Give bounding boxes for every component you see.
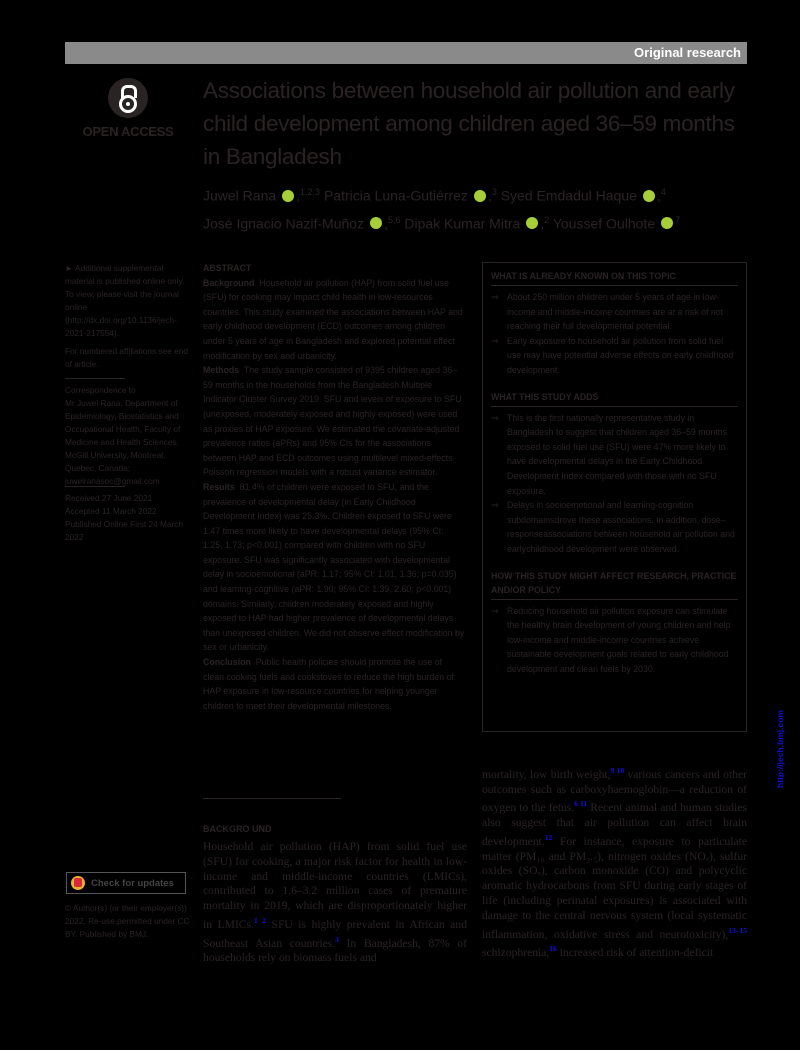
key-message-item: ⇒ This is the first nationally representative study in Bangladesh to suggest that children aged 36–59 months exposed to solid fuel use (SFU) were 47% more likely to have developmental delays in the Early Childhood Development Index compared with those with no SFU exposure. bbox=[491, 412, 728, 496]
abstract-methods: Methods The study sample consisted of 9395 children aged 36–59 months in the households from the Bangladesh Multiple Indicator Cluster Survey 2019. SFU and levels of exposure to SFU (unexposed, moderately exposed and highly exposed) were used as proxies of HAP exposure. We estimated the covariate-adjusted prevalence ratios (aPRs) and 95% CIs for the associations between HAP and ECD outcomes using multilevel mixed-effects Poisson regression models with a robust variance estimator. bbox=[203, 365, 462, 478]
key-messages-heading: WHAT IS ALREADY KNOWN ON THIS TOPIC bbox=[491, 267, 738, 286]
affiliations-note: For numbered affiliations see end of article. bbox=[65, 346, 188, 369]
received-date: Received 27 June 2021 bbox=[65, 493, 153, 503]
orcid-icon[interactable] bbox=[526, 217, 538, 229]
author-name[interactable]: Youssef Oulhote bbox=[552, 215, 656, 232]
orcid-icon[interactable] bbox=[370, 217, 382, 229]
reference-link[interactable]: 6 11 bbox=[574, 799, 588, 809]
sidebar-divider bbox=[65, 486, 125, 487]
key-message-item: ⇒ About 250 million children under 5 years of age in low-income and middle-income countries are at a risk of not reaching their full developmental potential. bbox=[491, 292, 724, 332]
key-message-item: ⇒ Reducing household air pollution exposure can stimulate the healthy brain development of young children and help low-income and middle-income countries achieve sustainable development goals related to early childhood development and clean fuels by 2030. bbox=[491, 605, 731, 674]
key-message-item: ⇒ Delays in socioemotional and learning-cognition subdomainsdrove these associations. In addition, dose–responseassociations between household air pollution and earlychildhood development were observed. bbox=[491, 500, 735, 554]
check-updates-label: Check for updates bbox=[91, 877, 174, 889]
author-affiliation: 7 bbox=[675, 214, 681, 225]
key-messages-box bbox=[482, 262, 747, 732]
author-affiliation: 2 bbox=[544, 214, 550, 225]
abstract-results: Results 81.4% of children were exposed to SFU, and the prevalence of developmental delay (in Early Childhood Development Index) was 25.3%. Children exposed to SFU were 1.47 times more likely to have developmental delays (95% CI: 1.25, 1.73; p<0.001) compared with children with no SFU exposure. SFU was significantly associated with developmental delay in socioemotional (aPR: 1.17; 95% CI: 1.01, 1.36; p=0.035) and learning-cognitive (aPR: 1.90; 95% CI: 1.39, 2.60; p<0.001) domains. Similarly, children moderately exposed and highly exposed to HAP had higher prevalence of developmental delays than unexposed children. We did not observe effect modification by sex or urbanicity. bbox=[203, 481, 465, 653]
dates-block bbox=[65, 492, 190, 544]
correspondence-block bbox=[65, 384, 190, 488]
body-text-right: mortality, low birth weight,$^{9 10}$ various cancers and other outcomes such as carboxyhaemoglobin—a reduction of oxygen to the fetus.$^{6 11}$ Recent animal and human studies also suggest that air pollution can affect brain development.$^{12}$ For instance, exposure to particulate matter (PM₁₀ and PM₂.₅), nitrogen oxides (NOₓ), sulfur oxides (SOₓ), carbon monoxide (CO) and polycyclic aromatic hydrocarbons from SFU during early stages of life (including perinatal exposures) is associated with damage to the central nervous system (local systematic inflammation, oxidative stress and neurotoxicity),$^{13-15}$ schizophrenia,$^{16}$ increased risk of attention-deficit bbox=[482, 766, 747, 960]
abstract-heading: ABSTRACT bbox=[203, 263, 252, 273]
orcid-icon[interactable] bbox=[661, 217, 673, 229]
author-name[interactable]: Juwel Rana bbox=[203, 187, 277, 204]
sidebar-divider bbox=[65, 378, 125, 379]
published-date: Published Online First 24 March 2022 bbox=[65, 519, 184, 542]
abstract-conclusion: Conclusion Public health policies should promote the use of clean cooking fuels and cookstoves to reduce the high burden of HAP exposure in low-resource countries for helping younger children to meet their developmental milestones. bbox=[203, 657, 454, 711]
correspondence-text: Mr Juwel Rana, Department of Epidemiology, Biostatistics and Occupational Health, Faculty of Medicine and Health Sciences, McGill University, Montreal, Quebec, Canada; juwelranasoc@gmail.com bbox=[65, 398, 181, 486]
open-access-label: OPEN ACCESS bbox=[82, 124, 174, 139]
arrow-icon: ⇒ bbox=[491, 335, 499, 346]
open-access-lock-icon bbox=[108, 78, 148, 118]
abstract bbox=[203, 261, 465, 713]
reference-link[interactable]: 13–15 bbox=[728, 925, 747, 935]
accepted-date: Accepted 11 March 2022 bbox=[65, 506, 157, 516]
section-label: Original research bbox=[634, 45, 741, 60]
abstract-background: Background Household air pollution (HAP) from solid fuel use (SFU) for cooking may impact child health in low-resources countries. This study examined the associations between HAP and early childhood development (ECD) outcomes among children under 5 years of age in Bangladesh and explored potential effect modification by sex and urbanicity. bbox=[203, 277, 463, 361]
arrow-icon: ⇒ bbox=[491, 500, 499, 511]
key-messages-heading: WHAT THIS STUDY ADDS bbox=[491, 388, 738, 407]
abstract-divider bbox=[203, 798, 341, 799]
arrow-icon: ⇒ bbox=[491, 605, 499, 616]
crossmark-icon bbox=[71, 876, 85, 890]
article-title: Associations between household air pollution and early child development among children aged 36–59 months in Bangladesh bbox=[203, 78, 735, 169]
arrow-icon: ⇒ bbox=[491, 292, 499, 302]
key-message-item: ⇒ Early exposure to household air pollution from solid fuel use may have potential adverse effects on early childhood development. bbox=[491, 335, 734, 375]
background-heading: BACKGRO UND bbox=[203, 824, 272, 834]
reference-link[interactable]: 12 bbox=[544, 832, 553, 842]
supplemental-note[interactable]: ► Additional supplemental material is published online only. To view, please visit the journal online (http://dx.doi.org/10.1136/jech-2021-217554). bbox=[65, 263, 185, 338]
author-name[interactable]: Syed Emdadul Haque bbox=[500, 187, 637, 204]
author-affiliation: 5,6 bbox=[387, 214, 401, 225]
orcid-icon[interactable] bbox=[282, 190, 294, 202]
reference-link[interactable]: 3 bbox=[335, 934, 339, 944]
author-affiliation: 1,2,3 bbox=[300, 187, 321, 197]
author-list: Juwel Rana ,$^{1,2,3}$ Patricia Luna-Gutiérrez ,$^3$ Syed Emdadul Haque ,$^4$ José Ignacio Nazif-Muñoz ,$^{5,6}$ Dipak Kumar Mitra ,$^2$ Youssef Oulhote $^7$ bbox=[203, 187, 681, 232]
author-affiliation: 4 bbox=[660, 187, 666, 197]
reference-link[interactable]: 9 10 bbox=[610, 766, 625, 775]
reference-link[interactable]: 16 bbox=[549, 944, 557, 954]
correspondence-label: Correspondence to bbox=[65, 385, 136, 395]
arrow-icon: ⇒ bbox=[491, 412, 499, 423]
author-name[interactable]: Patricia Luna-Gutiérrez bbox=[323, 187, 468, 204]
journal-vertical-link[interactable] bbox=[771, 692, 787, 810]
orcid-icon[interactable] bbox=[643, 190, 655, 202]
open-access-badge bbox=[78, 78, 178, 139]
reference-link[interactable]: 1 2 bbox=[253, 915, 266, 925]
orcid-icon[interactable] bbox=[474, 190, 486, 202]
author-affiliation: 3 bbox=[491, 187, 497, 197]
copyright-note: © Author(s) (or their employer(s)) 2022. Re-use permitted under CC BY. Published by BMJ. bbox=[65, 903, 190, 939]
check-for-updates-button[interactable] bbox=[66, 872, 186, 894]
section-header-bar bbox=[65, 42, 747, 64]
journal-link-text[interactable]: http://jech.bmj.com bbox=[775, 710, 785, 788]
author-name[interactable]: José Ignacio Nazif-Muñoz bbox=[203, 215, 365, 232]
key-messages-heading: HOW THIS STUDY MIGHT AFFECT RESEARCH, PRACTICE AND/OR POLICY bbox=[491, 567, 738, 600]
author-name[interactable]: Dipak Kumar Mitra bbox=[404, 215, 521, 232]
body-text-left: Household air pollution (HAP) from solid fuel use (SFU) for cooking, a major risk factor for health in low-income and middle-income countries (LMICs), contributed to 1.6–3.2 million cases of premature mortality in 2019, which are disproportionately higher in LMICs.$^{1 2}$ SFU is highly prevalent in African and Southeast Asian countries.$^3$ In Bangladesh, 87% of households rely on biomass fuels and bbox=[203, 840, 468, 965]
